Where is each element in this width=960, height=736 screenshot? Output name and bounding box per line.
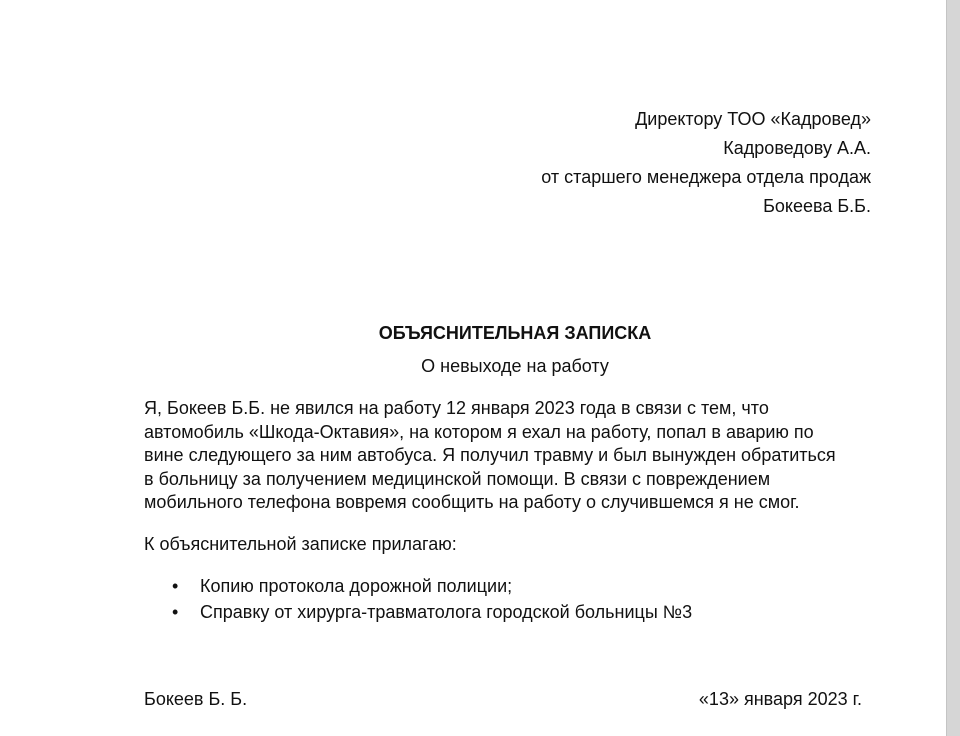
sender-name: Бокеева Б.Б. <box>763 196 871 216</box>
page-edge-scrollbar[interactable] <box>946 0 960 736</box>
addressee-director: Директору ТОО «Кадровед» <box>635 109 871 129</box>
paragraph-line: мобильного телефона вовремя сообщить на работу о случившемся я не смог. <box>144 492 800 512</box>
attachment-text: Справку от хирурга-травматолога городской больницы №3 <box>200 602 693 622</box>
paragraph-line: автомобиль «Шкода-Октавия», на котором я ехал на работу, попал в аварию по <box>144 421 814 442</box>
sender-position: от старшего менеджера отдела продаж <box>541 167 871 187</box>
list-item <box>144 574 692 600</box>
list-item <box>144 600 692 626</box>
attachment-text: Копию протокола дорожной полиции; <box>200 576 513 596</box>
document-title: ОБЪЯСНИТЕЛЬНАЯ ЗАПИСКА <box>378 323 652 343</box>
addressee-block <box>541 105 871 221</box>
signature-name: Бокеев Б. Б. <box>144 689 248 709</box>
attachments-list <box>144 574 692 626</box>
paragraph-line: Я, Бокеев Б.Б. не явился на работу 12 января 2023 года в связи с тем, что <box>144 398 769 418</box>
addressee-name: Кадроведову А.А. <box>723 138 871 158</box>
bullet-icon: • <box>172 576 179 596</box>
document-subtitle: О невыходе на работу <box>421 356 609 376</box>
paragraph-line: вине следующего за ним автобуса. Я получил травму и был вынужден обратиться <box>144 445 836 465</box>
attachments-intro: К объяснительной записке прилагаю: <box>144 534 457 554</box>
explanation-paragraph <box>144 397 884 515</box>
document-date: «13» января 2023 г. <box>698 689 862 709</box>
paragraph-line: в больницу за получением медицинской помощи. В связи с повреждением <box>144 468 771 489</box>
bullet-icon: • <box>172 602 179 622</box>
